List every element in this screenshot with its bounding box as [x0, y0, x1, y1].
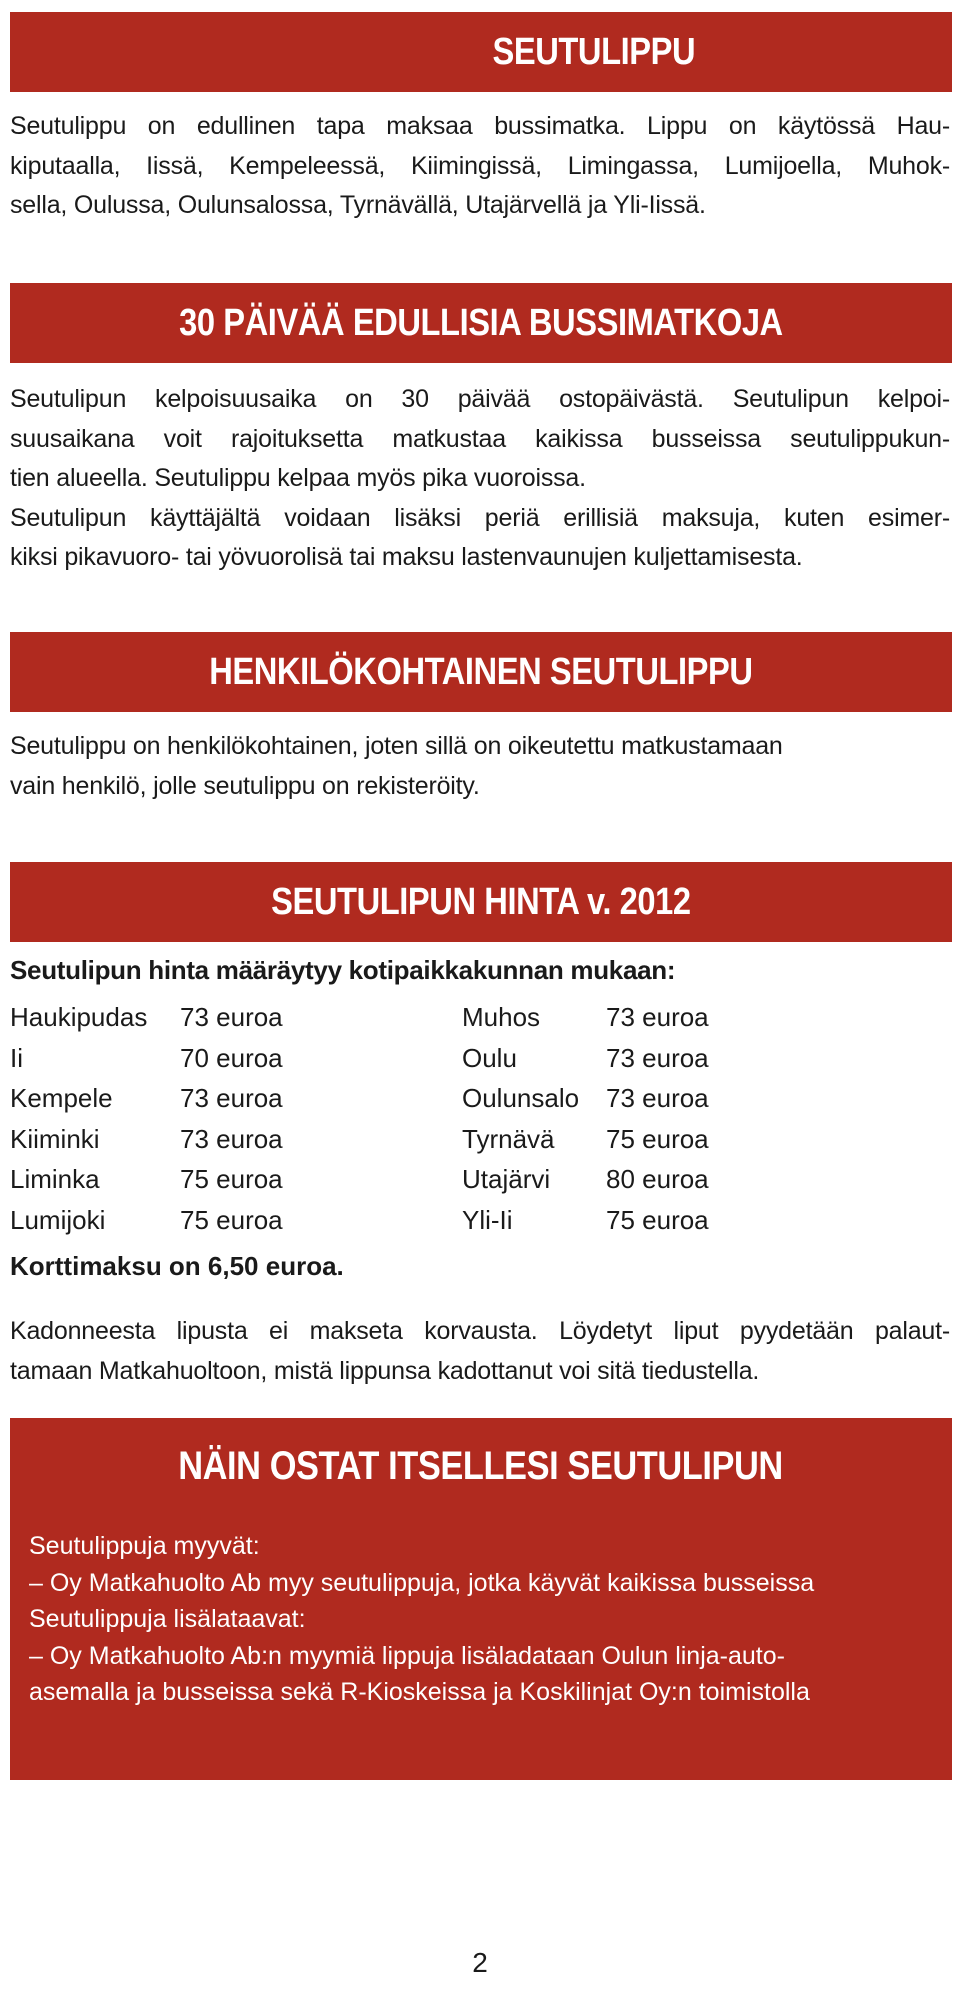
- paragraph-line: Seutulipun käyttäjältä voidaan lisäksi periä erillisiä maksuja, kuten esimer-: [10, 503, 950, 532]
- price-row: [10, 997, 950, 1038]
- paragraph-line: Seutulippu on henkilökohtainen, joten sillä on oikeutettu matkustamaan: [10, 732, 783, 760]
- card-fee: Korttimaksu on 6,50 euroa.: [10, 1251, 344, 1281]
- place-name: Tyrnävä: [462, 1123, 555, 1154]
- price-table: [10, 997, 950, 1240]
- how-to-buy-line: Seutulippuja myyvät:: [29, 1532, 260, 1560]
- price-row: [10, 1038, 950, 1079]
- paragraph-line: suusaikana voit rajoituksetta matkustaa kaikissa busseissa seutulippukun-: [10, 424, 950, 453]
- page-number: 2: [472, 1947, 488, 1978]
- place-price: 73 euroa: [606, 1083, 709, 1113]
- place-name: Kiiminki: [10, 1123, 100, 1154]
- intro-paragraph: [10, 107, 950, 226]
- section-title-henkilokohtainen: [10, 632, 952, 712]
- section-title-30-paivaa: [10, 283, 952, 363]
- price-row: [10, 1159, 950, 1200]
- section-title-text: SEUTULIPPU: [492, 31, 696, 73]
- personal-paragraph: [10, 727, 950, 806]
- price-heading: Seutulipun hinta määräytyy kotipaikkakunnan mukaan:: [10, 955, 676, 985]
- lost-ticket-paragraph: [10, 1312, 950, 1391]
- place-price: 75 euroa: [606, 1204, 709, 1235]
- section-title-text: 30 PÄIVÄÄ EDULLISIA BUSSIMATKOJA: [179, 302, 783, 344]
- section-title-hinta: [10, 862, 952, 942]
- paragraph-line: Seutulippu on edullinen tapa maksaa bussimatka. Lippu on käytössä Hau-: [10, 112, 950, 140]
- place-price: 73 euroa: [180, 1083, 283, 1113]
- how-to-buy-title: [10, 1444, 952, 1489]
- place-name: Oulunsalo: [462, 1083, 580, 1113]
- how-to-buy-line: – Oy Matkahuolto Ab:n myymiä lippuja lisäladataan Oulun linja-auto-: [29, 1641, 785, 1670]
- how-to-buy-line: Seutulippuja lisälataavat:: [29, 1605, 306, 1633]
- paragraph-line: kiputaalla, Iissä, Kempeleessä, Kiimingissä, Limingassa, Lumijoella, Muhok-: [10, 151, 950, 180]
- place-name: Oulu: [462, 1042, 517, 1073]
- validity-paragraph: [10, 380, 950, 578]
- paragraph-line: Seutulipun kelpoisuusaika on 30 päivää ostopäivästä. Seutulipun kelpoi-: [10, 385, 950, 413]
- place-price: 80 euroa: [606, 1164, 709, 1194]
- place-price: 75 euroa: [180, 1204, 283, 1235]
- place-price: 73 euroa: [606, 1002, 709, 1032]
- price-row: [10, 1119, 950, 1160]
- how-to-buy-line: asemalla ja busseissa sekä R-Kioskeissa ja Koskilinjat Oy:n toimistolla: [29, 1678, 810, 1706]
- place-price: 73 euroa: [180, 1123, 283, 1154]
- place-price: 75 euroa: [180, 1164, 283, 1194]
- section-title-text: NÄIN OSTAT ITSELLESI SEUTULIPUN: [178, 1444, 784, 1488]
- place-name: Utajärvi: [462, 1164, 551, 1194]
- place-name: Haukipudas: [10, 1002, 148, 1032]
- price-row: [10, 1200, 950, 1241]
- section-title-text: HENKILÖKOHTAINEN SEUTULIPPU: [209, 651, 753, 693]
- place-name: Liminka: [10, 1164, 100, 1194]
- paragraph-line: vain henkilö, jolle seutulippu on rekisteröity.: [10, 771, 480, 800]
- how-to-buy-body: [29, 1528, 939, 1711]
- price-row: [10, 1078, 950, 1119]
- paragraph-line: tamaan Matkahuoltoon, mistä lippunsa kadottanut voi sitä tiedustella.: [10, 1356, 760, 1385]
- place-price: 70 euroa: [180, 1042, 283, 1073]
- place-name: Ii: [10, 1042, 23, 1073]
- section-title-seutulippu: [10, 12, 952, 92]
- place-name: Muhos: [462, 1002, 541, 1032]
- how-to-buy-box: [10, 1418, 952, 1780]
- how-to-buy-line: – Oy Matkahuolto Ab myy seutulippuja, jotka käyvät kaikissa busseissa: [29, 1568, 815, 1597]
- section-title-text: SEUTULIPUN HINTA v. 2012: [271, 881, 691, 923]
- place-price: 73 euroa: [180, 1002, 283, 1032]
- paragraph-line: tien alueella. Seutulippu kelpaa myös pika vuoroissa.: [10, 464, 586, 492]
- paragraph-line: Kadonneesta lipusta ei makseta korvausta. Löydetyt liput pyydetään palaut-: [10, 1317, 950, 1345]
- place-name: Kempele: [10, 1083, 113, 1113]
- place-name: Lumijoki: [10, 1204, 106, 1235]
- paragraph-line: sella, Oulussa, Oulunsalossa, Tyrnävällä, Utajärvellä ja Yli-Iissä.: [10, 191, 706, 219]
- paragraph-line: kiksi pikavuoro- tai yövuorolisä tai maksu lastenvaunujen kuljettamisesta.: [10, 543, 803, 571]
- place-price: 75 euroa: [606, 1123, 709, 1154]
- place-price: 73 euroa: [606, 1042, 709, 1073]
- place-name: Yli-Ii: [462, 1204, 513, 1235]
